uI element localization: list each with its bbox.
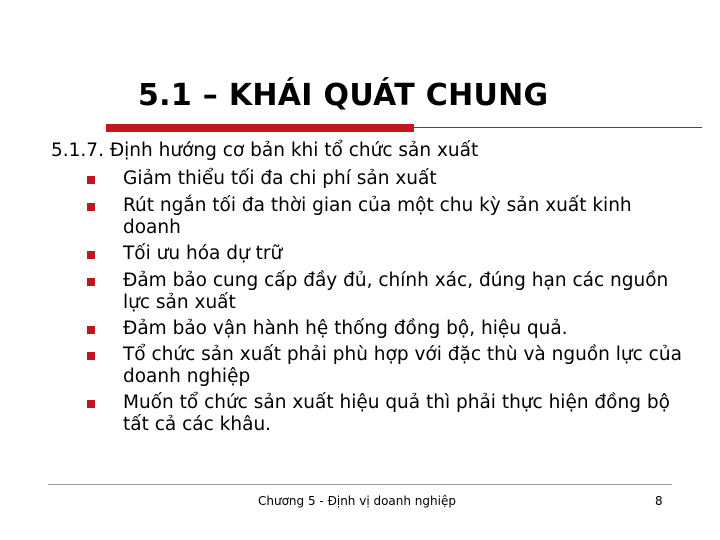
list-item [123,195,683,239]
footer-divider [48,484,672,485]
list-item-text: Rút ngắn tối đa thời gian của một chu kỳ sản xuất kinh doanh [123,195,632,238]
list-item [123,318,683,340]
list-item [123,344,683,388]
square-bullet-icon [87,176,95,184]
list-item [123,392,683,436]
title-underline-bar [106,124,414,132]
square-bullet-icon [87,326,95,334]
square-bullet-icon [87,278,95,286]
list-item [123,270,683,314]
square-bullet-icon [87,352,95,360]
list-item-text: Tổ chức sản xuất phải phù hợp với đặc thù và nguồn lực của doanh nghiệp [123,344,682,387]
section-heading: 5.1.7. Định hướng cơ bản khi tổ chức sản xuất [51,140,479,161]
list-item-text: Đảm bảo vận hành hệ thống đồng bộ, hiệu quả. [123,318,568,339]
footer-caption: Chương 5 - Định vị doanh nghiệp [258,494,456,508]
square-bullet-icon [87,400,95,408]
list-item [123,243,683,265]
list-item-text: Đảm bảo cung cấp đầy đủ, chính xác, đúng hạn các nguồn lực sản xuất [123,270,669,313]
list-item-text: Giảm thiểu tối đa chi phí sản xuất [123,168,437,189]
square-bullet-icon [87,203,95,211]
title-underline-rule [414,127,702,128]
slide-title: 5.1 – KHÁI QUÁT CHUNG [138,78,549,113]
page-number: 8 [655,494,663,508]
list-item-text: Muốn tổ chức sản xuất hiệu quả thì phải thực hiện đồng bộ tất cả các khâu. [123,392,670,435]
list-item-text: Tối ưu hóa dự trữ [123,243,283,264]
list-item [123,168,683,190]
square-bullet-icon [87,251,95,259]
